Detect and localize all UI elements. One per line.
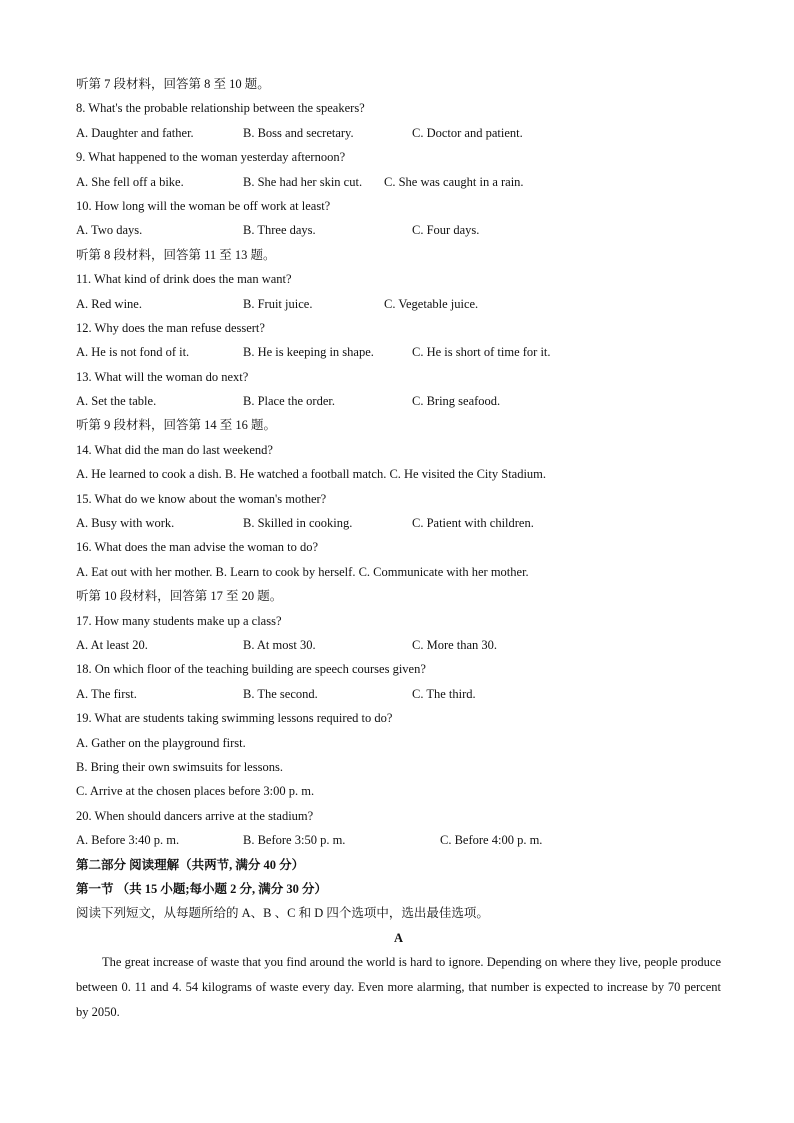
section-instruction: 听第 10 段材料，回答第 17 至 20 题。 <box>76 589 283 604</box>
option-b: B. He is keeping in shape. <box>243 345 374 360</box>
option-a: A. Before 3:40 p. m. <box>76 833 180 848</box>
question-19-option-b: B. Bring their own swimsuits for lessons. <box>76 759 283 774</box>
option-c: C. Vegetable juice. <box>384 296 479 311</box>
option-c: C. Patient with children. <box>412 516 534 531</box>
question-19-option-c: C. Arrive at the chosen places before 3:00 p. m. <box>76 784 315 799</box>
question-20-options <box>76 828 721 852</box>
question-12: 12. Why does the man refuse dessert? <box>76 320 265 335</box>
question-14: 14. What did the man do last weekend? <box>76 442 273 457</box>
question-11: 11. What kind of drink does the man want? <box>76 272 292 287</box>
question-10-options <box>76 218 721 242</box>
question-16-options: A. Eat out with her mother. B. Learn to cook by herself. C. Communicate with her mother. <box>76 564 529 579</box>
passage-label: A <box>393 930 404 945</box>
question-15-options <box>76 511 721 535</box>
question-9-options <box>76 170 721 194</box>
option-b: B. She had her skin cut. <box>243 174 363 189</box>
option-c: C. The third. <box>412 686 476 701</box>
section-instruction: 听第 9 段材料，回答第 14 至 16 题。 <box>76 418 277 433</box>
option-a: A. Red wine. <box>76 296 142 311</box>
question-14-options: A. He learned to cook a dish. B. He watched a football match. C. He visited the City Stadium. <box>76 467 547 482</box>
question-11-options <box>76 292 721 316</box>
option-a: A. The first. <box>76 686 137 701</box>
option-a: A. Set the table. <box>76 394 157 409</box>
option-b: B. Before 3:50 p. m. <box>243 833 346 848</box>
question-20: 20. When should dancers arrive at the stadium? <box>76 808 314 823</box>
section-subheading: 第一节 （共 15 小题;每小题 2 分, 满分 30 分） <box>76 881 328 896</box>
option-b: B. At most 30. <box>243 637 316 652</box>
question-10: 10. How long will the woman be off work at least? <box>76 198 331 213</box>
question-8: 8. What's the probable relationship between the speakers? <box>76 101 365 116</box>
question-13-options <box>76 389 721 413</box>
option-a: A. He is not fond of it. <box>76 345 190 360</box>
section-instruction: 听第 8 段材料，回答第 11 至 13 题。 <box>76 247 276 262</box>
option-b: B. Fruit juice. <box>243 296 313 311</box>
question-15: 15. What do we know about the woman's mother? <box>76 491 327 506</box>
option-b: B. The second. <box>243 686 318 701</box>
option-b: B. Boss and secretary. <box>243 125 354 140</box>
question-8-options <box>76 121 721 145</box>
section-instruction: 听第 7 段材料，回答第 8 至 10 题。 <box>76 77 270 91</box>
option-a: A. Daughter and father. <box>76 125 194 140</box>
question-17-options <box>76 633 721 657</box>
question-16: 16. What does the man advise the woman to do? <box>76 540 319 555</box>
question-19-option-a: A. Gather on the playground first. <box>76 735 246 750</box>
option-b: B. Skilled in cooking. <box>243 516 353 531</box>
reading-instruction: 阅读下列短文，从每题所给的 A、B 、C 和 D 四个选项中，选出最佳选项。 <box>76 906 489 921</box>
option-c: C. Four days. <box>412 223 480 238</box>
question-18-options <box>76 682 721 706</box>
option-a: A. Busy with work. <box>76 516 175 531</box>
option-a: A. She fell off a bike. <box>76 174 184 189</box>
question-13: 13. What will the woman do next? <box>76 369 249 384</box>
passage-paragraph: The great increase of waste that you find around the world is hard to ignore. Depending on where they live, people produce between 0. 11 and 4. 54 kilograms of waste every day. Even more alarming, that number is expected to increase by 70 percent by 2050. <box>76 955 721 1019</box>
question-19: 19. What are students taking swimming lessons required to do? <box>76 711 393 726</box>
option-c: C. Before 4:00 p. m. <box>440 833 543 848</box>
option-b: B. Three days. <box>243 223 316 238</box>
option-c: C. Doctor and patient. <box>412 125 523 140</box>
option-b: B. Place the order. <box>243 394 335 409</box>
question-9: 9. What happened to the woman yesterday afternoon? <box>76 150 346 165</box>
option-c: C. She was caught in a rain. <box>384 174 524 189</box>
exam-page <box>76 72 721 1024</box>
question-17: 17. How many students make up a class? <box>76 613 282 628</box>
part-heading: 第二部分 阅读理解（共两节, 满分 40 分） <box>76 857 305 872</box>
question-18: 18. On which floor of the teaching building are speech courses given? <box>76 662 426 677</box>
option-a: A. Two days. <box>76 223 143 238</box>
option-c: C. More than 30. <box>412 637 498 652</box>
option-c: C. He is short of time for it. <box>412 345 551 360</box>
option-a: A. At least 20. <box>76 637 148 652</box>
question-12-options <box>76 340 721 364</box>
option-c: C. Bring seafood. <box>412 394 501 409</box>
